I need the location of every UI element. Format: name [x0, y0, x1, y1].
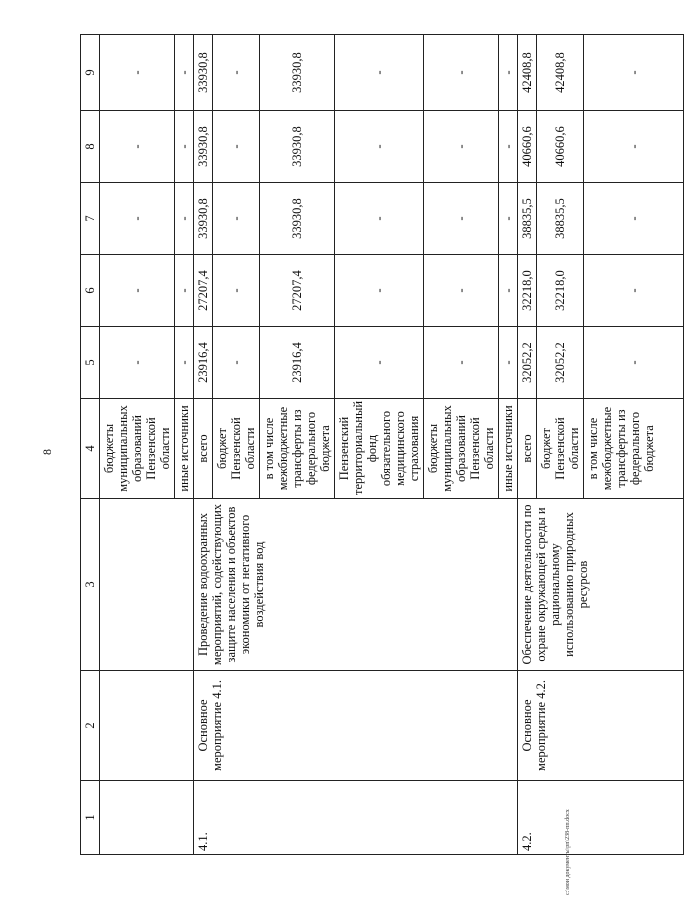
source-cell: иные источники — [499, 399, 518, 499]
event-description: Проведение водоохранных мероприятий, содействующих защите населения и объектов экономики от негативного воздействия вод — [194, 499, 518, 671]
header-cell: 1 — [81, 781, 100, 855]
value-cell: - — [424, 183, 499, 255]
value-cell: - — [335, 183, 424, 255]
value-cell: - — [335, 35, 424, 111]
value-cell: - — [175, 35, 194, 111]
table-row — [100, 35, 175, 855]
value-cell: 38835,5 — [537, 183, 584, 255]
value-cell: 40660,6 — [537, 111, 584, 183]
value-cell: 38835,5 — [518, 183, 537, 255]
source-cell: Пензенский территориальный фонд обязательного медицинского страхования — [335, 399, 424, 499]
table-row — [518, 35, 537, 855]
value-cell: - — [499, 327, 518, 399]
value-cell: 42408,8 — [537, 35, 584, 111]
value-cell: - — [584, 111, 684, 183]
value-cell: 32052,2 — [518, 327, 537, 399]
value-cell: 33930,8 — [260, 111, 335, 183]
value-cell: - — [424, 327, 499, 399]
header-cell: 7 — [81, 183, 100, 255]
value-cell: - — [499, 35, 518, 111]
value-cell: - — [499, 111, 518, 183]
value-cell: 33930,8 — [194, 183, 213, 255]
value-cell: - — [175, 183, 194, 255]
value-cell: - — [584, 255, 684, 327]
value-cell: 27207,4 — [260, 255, 335, 327]
value-cell: - — [100, 35, 175, 111]
value-cell: - — [584, 183, 684, 255]
value-cell: 42408,8 — [518, 35, 537, 111]
value-cell: 33930,8 — [260, 35, 335, 111]
value-cell: - — [499, 255, 518, 327]
value-cell: - — [584, 327, 684, 399]
budget-table — [80, 34, 684, 855]
source-cell: бюджет Пензенской области — [213, 399, 260, 499]
page-number: 8 — [40, 449, 54, 455]
value-cell: - — [213, 327, 260, 399]
file-path-footer: c:\мои документы\рп\238-пп.docx — [565, 809, 571, 895]
header-cell: 5 — [81, 327, 100, 399]
source-cell: всего — [518, 399, 537, 499]
value-cell: 33930,8 — [260, 183, 335, 255]
value-cell: - — [424, 255, 499, 327]
header-cell: 2 — [81, 671, 100, 781]
source-cell: в том числе межбюджетные трансферты из федерального бюджета — [260, 399, 335, 499]
value-cell: 32218,0 — [537, 255, 584, 327]
value-cell: - — [100, 111, 175, 183]
table-row — [194, 35, 213, 855]
event-name: Основное мероприятие 4.1. — [194, 671, 518, 781]
value-cell: - — [584, 35, 684, 111]
row-id: 4.2. — [518, 781, 684, 855]
event-name: Основное мероприятие 4.2. — [518, 671, 684, 781]
value-cell: - — [213, 183, 260, 255]
value-cell: - — [424, 35, 499, 111]
value-cell: - — [100, 327, 175, 399]
value-cell: 23916,4 — [194, 327, 213, 399]
value-cell: 32052,2 — [537, 327, 584, 399]
header-cell: 9 — [81, 35, 100, 111]
value-cell: - — [100, 183, 175, 255]
value-cell: - — [213, 111, 260, 183]
value-cell: - — [175, 327, 194, 399]
source-cell: всего — [194, 399, 213, 499]
value-cell: - — [499, 183, 518, 255]
event-description: Обеспечение деятельности по охране окружающей среды и рациональному использованию природных ресурсов — [518, 499, 684, 671]
source-cell: иные источники — [175, 399, 194, 499]
value-cell: 23916,4 — [260, 327, 335, 399]
value-cell: 33930,8 — [194, 35, 213, 111]
row-id: 4.1. — [194, 781, 518, 855]
header-row — [81, 35, 100, 855]
source-cell: бюджет Пензенской области — [537, 399, 584, 499]
source-cell: бюджеты муниципальных образований Пензенской области — [424, 399, 499, 499]
value-cell: - — [335, 255, 424, 327]
value-cell: - — [175, 111, 194, 183]
header-cell: 6 — [81, 255, 100, 327]
value-cell: - — [175, 255, 194, 327]
value-cell: 32218,0 — [518, 255, 537, 327]
header-cell: 3 — [81, 499, 100, 671]
rotated-table-container — [80, 35, 656, 855]
value-cell: - — [100, 255, 175, 327]
header-cell: 4 — [81, 399, 100, 499]
value-cell: 40660,6 — [518, 111, 537, 183]
header-cell: 8 — [81, 111, 100, 183]
value-cell: 27207,4 — [194, 255, 213, 327]
value-cell: - — [213, 255, 260, 327]
source-cell: бюджеты муниципальных образований Пензенской области — [100, 399, 175, 499]
value-cell: - — [335, 327, 424, 399]
value-cell: - — [424, 111, 499, 183]
source-cell: в том числе межбюджетные трансферты из федерального бюджета — [584, 399, 684, 499]
value-cell: - — [213, 35, 260, 111]
value-cell: - — [335, 111, 424, 183]
value-cell: 33930,8 — [194, 111, 213, 183]
